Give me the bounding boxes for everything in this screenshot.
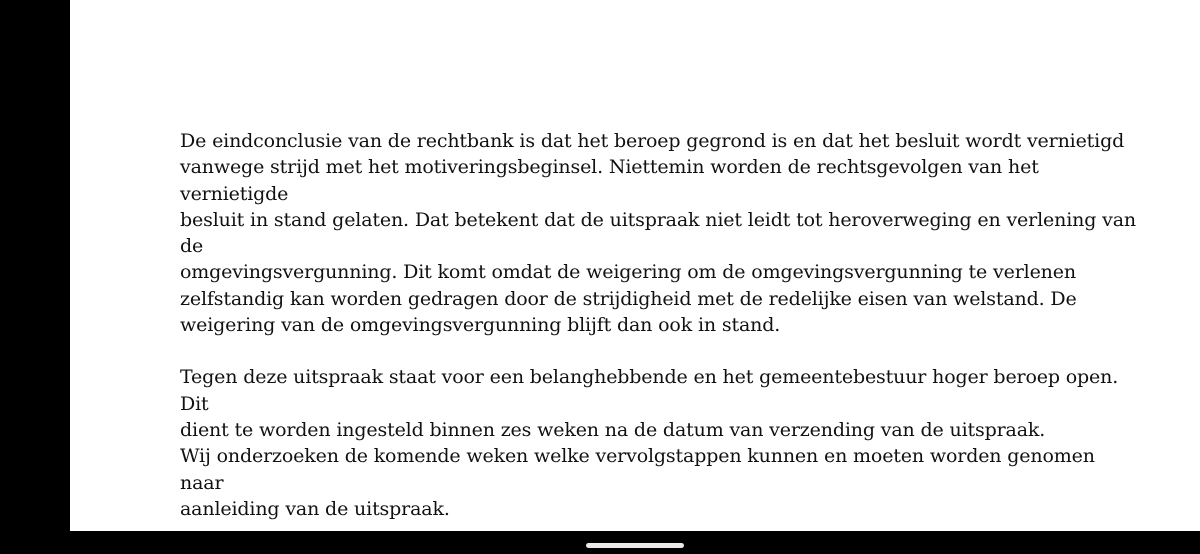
document-body (180, 128, 1140, 522)
home-indicator-bar[interactable] (586, 543, 684, 548)
document-page (70, 0, 1200, 531)
paragraph-conclusion: De eindconclusie van de rechtbank is dat het beroep gegrond is en dat het besluit wordt vernietigd vanwege strijd met het motiveringsbeginsel. Niettemin worden de rechtsgevolgen van het vernietigde besluit in stand gelaten. Dat betekent dat de uitspraak niet leidt tot heroverweging en verlening van de omgevingsvergunning. Dit komt omdat de weigering om de omgevingsvergunning te verlenen zelfstandig kan worden gedragen door de strijdigheid met de redelijke eisen van welstand. De weigering van de omgevingsvergunning blijft dan ook in stand. (180, 130, 1136, 337)
paragraph-spacer (180, 338, 1140, 364)
paragraph-appeal: Tegen deze uitspraak staat voor een belanghebbende en het gemeentebestuur hoger beroep open. Dit dient te worden ingesteld binnen zes weken na de datum van verzending van de uitspraak. Wij onderzoeken de komende weken welke vervolgstappen kunnen en moeten worden genomen naar aanleiding van de uitspraak. (180, 366, 1119, 520)
